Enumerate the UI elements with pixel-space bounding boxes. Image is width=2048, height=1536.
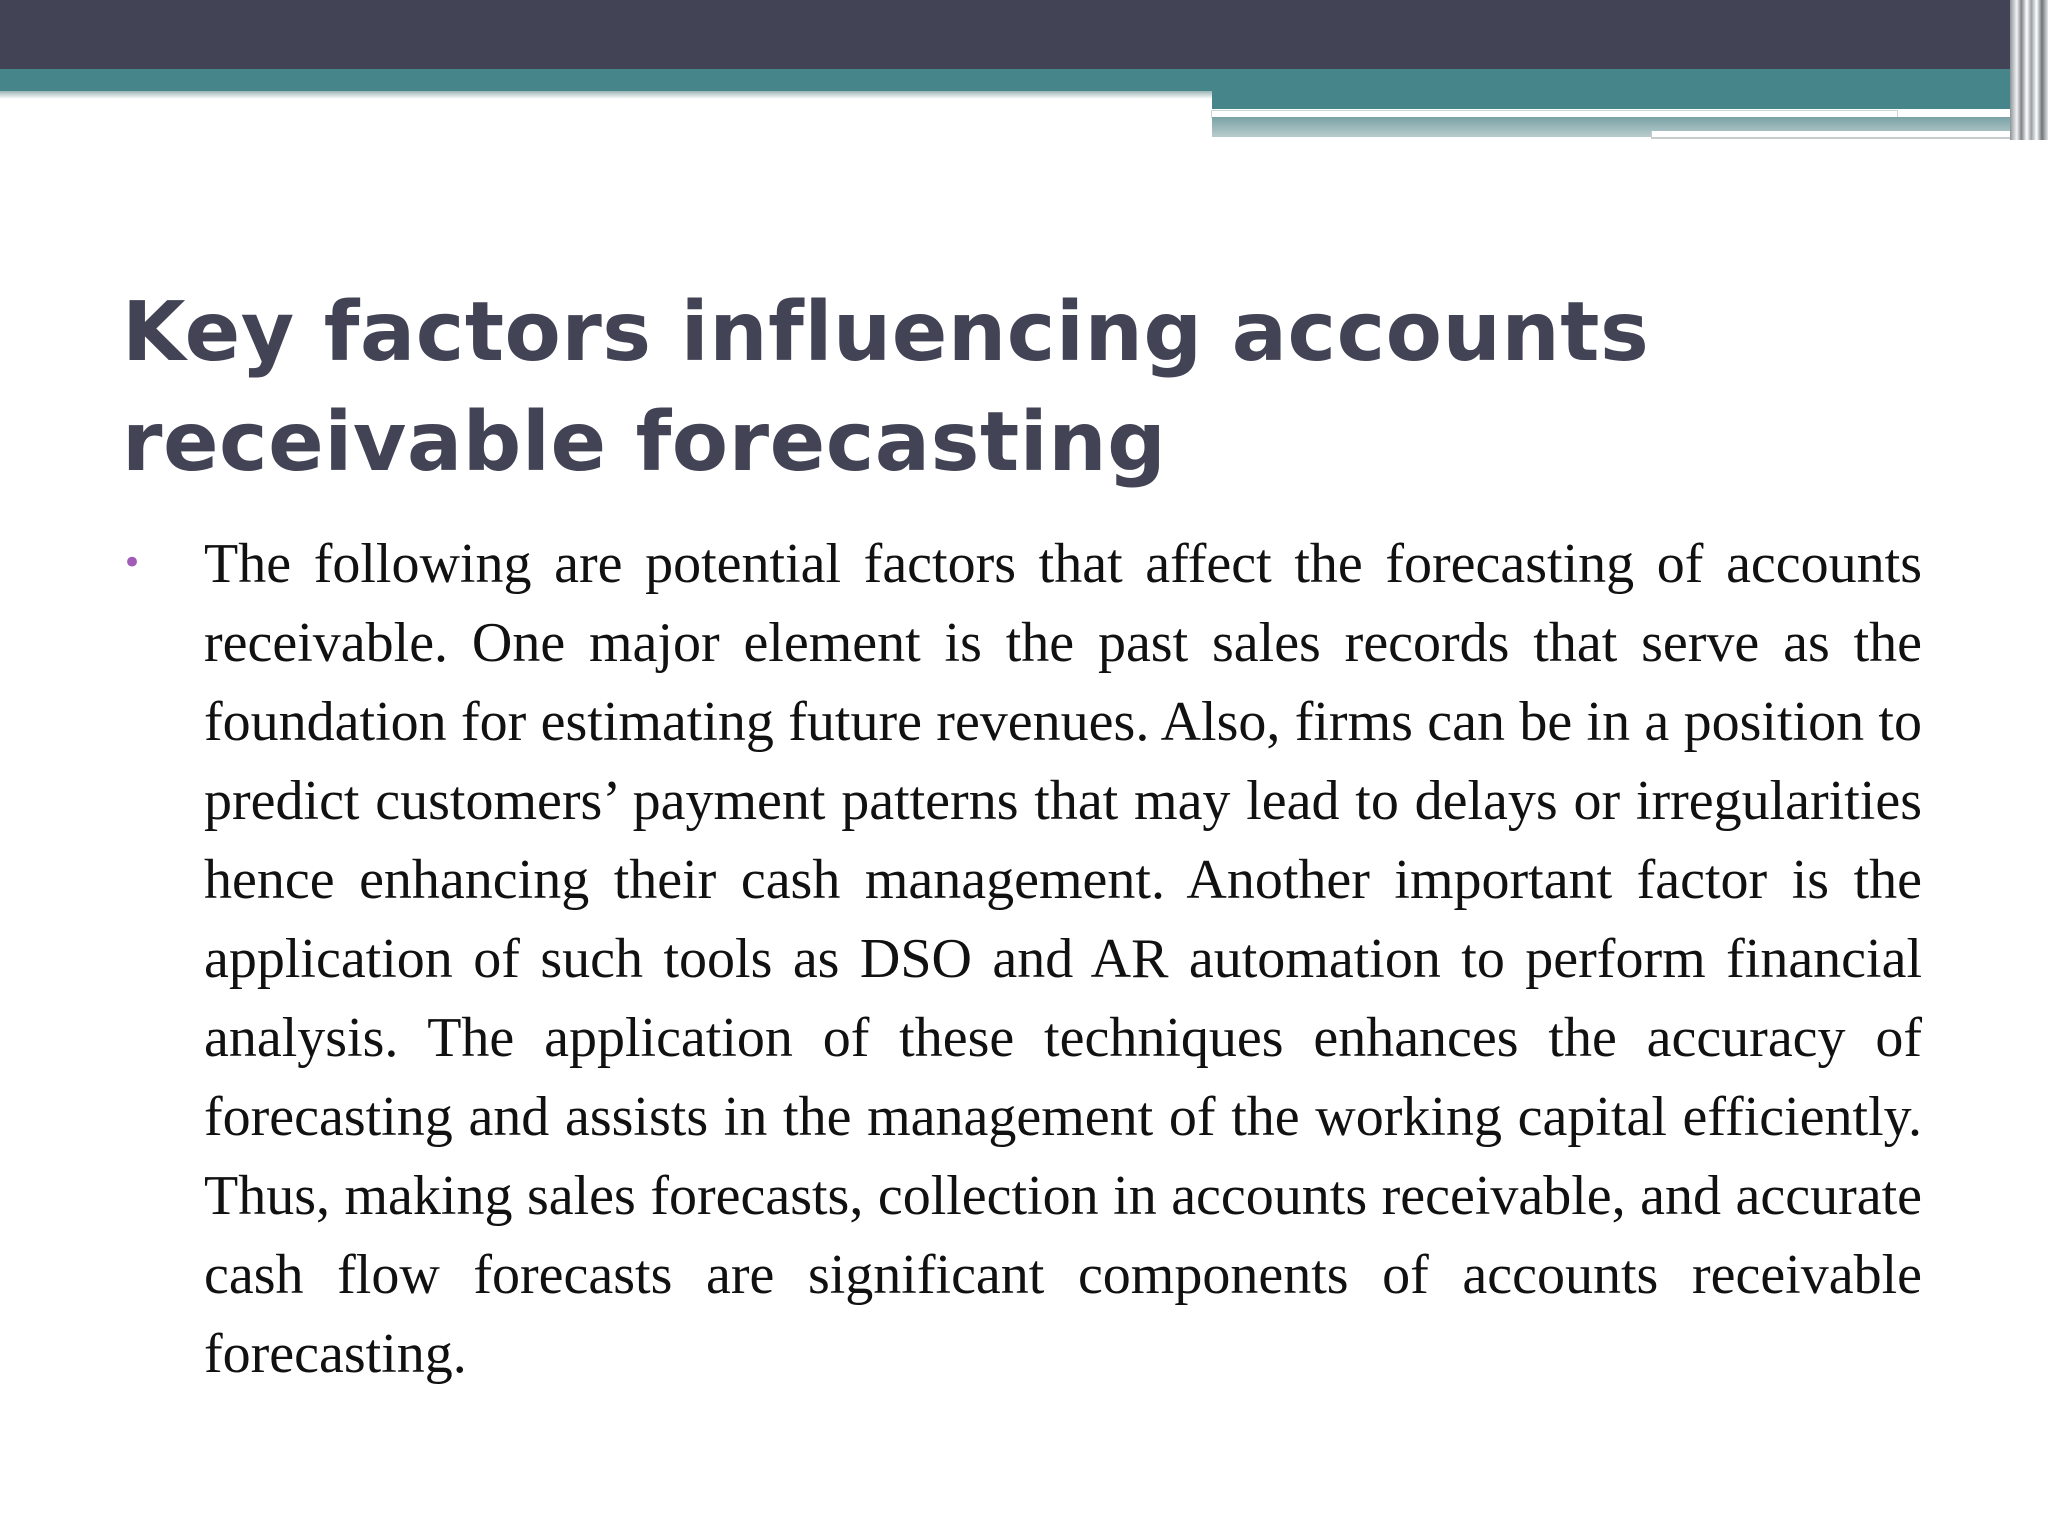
header-dark-band — [0, 0, 2048, 69]
bullet-icon: • — [122, 543, 143, 583]
slide-title: Key factors influencing accounts receivable forecasting — [122, 285, 1650, 490]
header-white-line-short — [1652, 131, 2010, 137]
body-paragraph: The following are potential factors that affect the forecasting of accounts receivable. One major element is the past sales records that serve as the foundation for estimating future revenues. Also, firms can be in a position to predict customers’ payment patterns that may lead to delays or irregularities hence enhancing their cash management. Another important factor is the application of such tools as DSO and AR automation to perform financial analysis. The application of these techniques enhances the accuracy of forecasting and assists in the management of the working capital efficiently. Thus, making sales forecasts, collection in accounts receivable, and accurate cash flow forecasts are significant components of accounts receivable forecasting. — [204, 533, 1922, 1385]
header-shadow — [0, 91, 1212, 99]
header-step-band — [1212, 91, 2010, 109]
header-right-edge-stripes — [2010, 0, 2048, 140]
header-teal-band — [0, 69, 2010, 91]
